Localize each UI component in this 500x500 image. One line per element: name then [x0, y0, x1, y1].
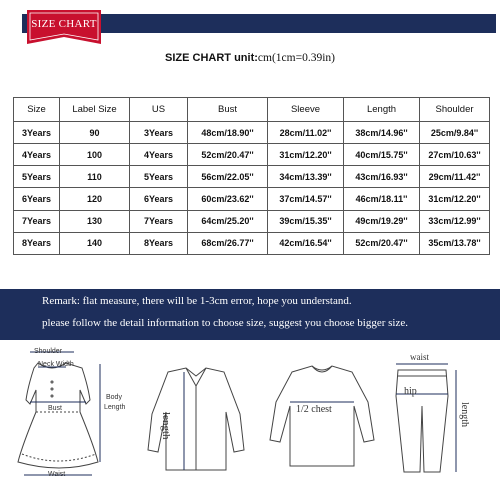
table-cell: 8Years [14, 232, 60, 254]
title-text: SIZE CHART unit: [165, 52, 258, 64]
table-cell: 60cm/23.62'' [188, 188, 268, 210]
table-row [14, 232, 490, 254]
table-cell: 7Years [14, 210, 60, 232]
table-cell: 100 [60, 144, 130, 166]
table-row [14, 166, 490, 188]
dress-length-label: Length [104, 404, 126, 411]
table-cell: 31cm/12.20'' [268, 144, 344, 166]
pants-diagram-icon [396, 364, 456, 472]
table-cell: 28cm/11.02'' [268, 122, 344, 144]
table-cell: 42cm/16.54'' [268, 232, 344, 254]
remark-banner [0, 289, 500, 340]
col-length: Length [344, 98, 420, 122]
shirt-length-label: length [160, 412, 172, 440]
table-cell: 52cm/20.47'' [188, 144, 268, 166]
table-cell: 56cm/22.05'' [188, 166, 268, 188]
table-row [14, 210, 490, 232]
col-label-size: Label Size [60, 98, 130, 122]
table-cell: 110 [60, 166, 130, 188]
dress-waist-label: Waist [48, 471, 66, 478]
table-cell: 64cm/25.20'' [188, 210, 268, 232]
page-title [0, 52, 500, 64]
col-bust: Bust [188, 98, 268, 122]
table-cell: 35cm/13.78'' [420, 232, 490, 254]
col-size: Size [14, 98, 60, 122]
table-cell: 68cm/26.77'' [188, 232, 268, 254]
table-cell: 5Years [14, 166, 60, 188]
table-cell: 6Years [130, 188, 188, 210]
table-cell: 48cm/18.90'' [188, 122, 268, 144]
table-cell: 52cm/20.47'' [344, 232, 420, 254]
table-cell: 25cm/9.84'' [420, 122, 490, 144]
table-cell: 37cm/14.57'' [268, 188, 344, 210]
table-cell: 4Years [14, 144, 60, 166]
table-cell: 38cm/14.96'' [344, 122, 420, 144]
col-shoulder: Shoulder [420, 98, 490, 122]
remark-line-1: Remark: flat measure, there will be 1-3cm error, hope you understand. [42, 295, 352, 307]
dress-shoulder-label: Shoulder [34, 348, 63, 355]
table-row [14, 144, 490, 166]
col-sleeve: Sleeve [268, 98, 344, 122]
table-row [14, 188, 490, 210]
table-cell: 120 [60, 188, 130, 210]
table-cell: 34cm/13.39'' [268, 166, 344, 188]
size-chart-tag [27, 10, 101, 44]
table-cell: 43cm/16.93'' [344, 166, 420, 188]
table-cell: 46cm/18.11'' [344, 188, 420, 210]
dress-bust-label: Bust [48, 405, 63, 412]
table-cell: 7Years [130, 210, 188, 232]
table-cell: 49cm/19.29'' [344, 210, 420, 232]
size-table [13, 97, 490, 255]
pants-waist-label: waist [410, 352, 429, 362]
table-cell: 3Years [130, 122, 188, 144]
remark-line-2: please follow the detail information to choose size, suggest you choose bigger size. [42, 317, 408, 329]
table-cell: 3Years [14, 122, 60, 144]
tag-label: SIZE CHART [31, 18, 97, 30]
dress-diagram-icon [18, 352, 100, 475]
table-cell: 40cm/15.75'' [344, 144, 420, 166]
pants-length-label: length [459, 402, 470, 427]
table-cell: 90 [60, 122, 130, 144]
title-unit: cm(1cm=0.39in) [257, 52, 335, 64]
table-cell: 31cm/12.20'' [420, 188, 490, 210]
sweater-diagram-icon [270, 366, 374, 466]
measurement-diagrams [0, 342, 500, 500]
col-us: US [130, 98, 188, 122]
table-cell: 4Years [130, 144, 188, 166]
table-header-row [14, 98, 490, 122]
sweater-chest-label: 1/2 chest [296, 404, 332, 415]
table-cell: 8Years [130, 232, 188, 254]
table-cell: 140 [60, 232, 130, 254]
table-cell: 29cm/11.42'' [420, 166, 490, 188]
pants-hip-label: hip [404, 386, 417, 397]
table-cell: 6Years [14, 188, 60, 210]
table-cell: 33cm/12.99'' [420, 210, 490, 232]
dress-body-label: Body [106, 394, 122, 401]
dress-neck-width-label: Neck Width [38, 361, 74, 368]
table-cell: 130 [60, 210, 130, 232]
table-row [14, 122, 490, 144]
table-cell: 39cm/15.35'' [268, 210, 344, 232]
table-cell: 5Years [130, 166, 188, 188]
table-cell: 27cm/10.63'' [420, 144, 490, 166]
